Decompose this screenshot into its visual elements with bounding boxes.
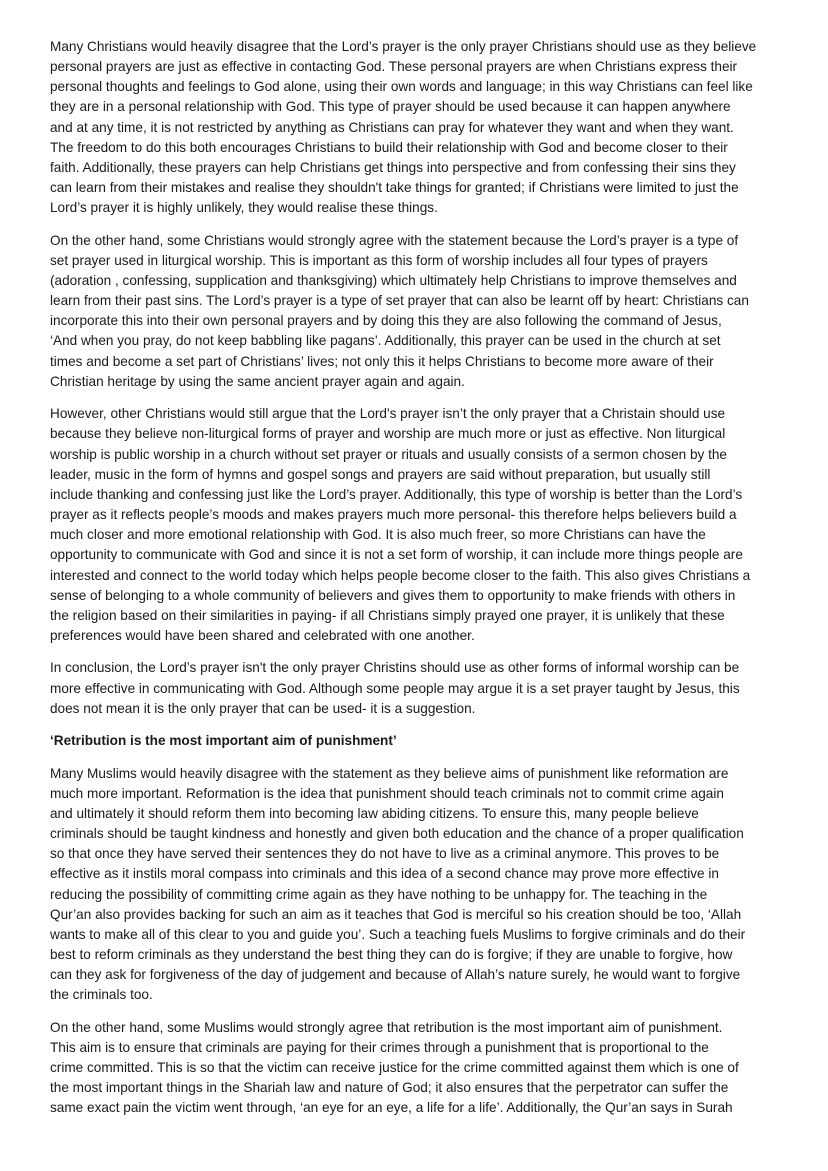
document-page (50, 37, 782, 1131)
section-heading: ‘Retribution is the most important aim of punishment’ (50, 733, 397, 749)
paragraph-non-liturgical-worship: However, other Christians would still argue that the Lord's prayer isn’t the only prayer that a Christain should use because they believe non-liturgical forms of prayer and worship are much more or just as effective. Non liturgical worship is public worship in a church without set prayer or rituals and usually consists of a sermon chosen by the leader, music in the form of hymns and gospel songs and prayers are said without preparation, but usually still include thanking and confessing just like the Lord’s prayer. Additionally, this type of worship is better than the Lord’s prayer as it reflects people’s moods and makes prayers much more personal- this therefore helps believers build a much closer and more emotional relationship with God. It is also much freer, so more Christians can have the opportunity to communicate with God and since it is not a set form of worship, it can include more things people are interested and connect to the world today which helps people become closer to the faith. This also gives Christians a sense of belonging to a whole community of believers and gives them to opportunity to make friends with others in the religion based on their similarities in paying- if all Christians simply prayed one prayer, it is unlikely that these preferences would have been shared and celebrated with one another. (50, 406, 751, 643)
paragraph-personal-prayer: Many Christians would heavily disagree that the Lord’s prayer is the only prayer Christians should use as they believe personal prayers are just as effective in contacting God. These personal prayers are when Christians express their personal thoughts and feelings to God alone, using their own words and language; in this way Christians can feel like they are in a personal relationship with God. This type of prayer should be used because it can happen anywhere and at any time, it is not restricted by anything as Christians can pray for whatever they want and when they want. The freedom to do this both encourages Christians to build their relationship with God and become closer to their faith. Additionally, these prayers can help Christians get things into perspective and from confessing their sins they can learn from their mistakes and realise they shouldn't take things for granted; if Christians were limited to just the Lord’s prayer it is highly unlikely, they would realise these things. (50, 39, 757, 216)
paragraph-retribution: On the other hand, some Muslims would strongly agree that retribution is the most important aim of punishment. This aim is to ensure that criminals are paying for their crimes through a punishment that is proportional to the crime committed. This is so that the victim can receive justice for the crime committed against them which is one of the most important things in the Shariah law and nature of God; it also ensures that the perpetrator can suffer the same exact pain the victim went through, ‘an eye for an eye, a life for a life’. Additionally, the Qur’an says in Surah (50, 1019, 739, 1116)
paragraph-liturgical-worship: On the other hand, some Christians would strongly agree with the statement because the Lord’s prayer is a type of set prayer used in liturgical worship. This is important as this form of worship includes all four types of prayers (adoration , confessing, supplication and thanksgiving) which ultimately help Christians to improve themselves and learn from their past sins. The Lord’s prayer is a type of set prayer that can also be learnt off by heart: Christians can incorporate this into their own personal prayers and by doing this they are also following the command of Jesus, ‘And when you pray, do not keep babbling like pagans’. Additionally, this prayer can be used in the church at set times and become a set part of Christians’ lives; not only this it helps Christians to become more aware of their Christian heritage by using the same ancient prayer again and again. (50, 232, 749, 389)
paragraph-conclusion: In conclusion, the Lord’s prayer isn't the only prayer Christins should use as other forms of informal worship can be more effective in communicating with God. Although some people may argue it is a set prayer taught by Jesus, this does not mean it is the only prayer that can be used- it is a suggestion. (50, 660, 740, 716)
paragraph-reformation: Many Muslims would heavily disagree with the statement as they believe aims of punishment like reformation are much more important. Reformation is the idea that punishment should teach criminals not to commit crime again and ultimately it should reform them into becoming law abiding citizens. To ensure this, many people believe criminals should be taught kindness and honestly and given both education and the chance of a proper qualification so that once they have served their sentences they do not have to live as a criminal anymore. This proves to be effective as it instils moral compass into criminals and this idea of a second chance may prove more effective in reducing the possibility of committing crime again as they have nothing to be unhappy for. The teaching in the Qur’an also provides backing for such an aim as it teaches that God is merciful so his creation should be too, ‘Allah wants to make all of this clear to you and guide you’. Such a teaching fuels Muslims to forgive criminals and do their best to reform criminals as they understand the best thing they can do is forgive; if they are unable to forgive, how can they ask for forgiveness of the day of judgement and because of Allah’s nature surely, he would want to forgive the criminals too. (50, 765, 746, 1003)
